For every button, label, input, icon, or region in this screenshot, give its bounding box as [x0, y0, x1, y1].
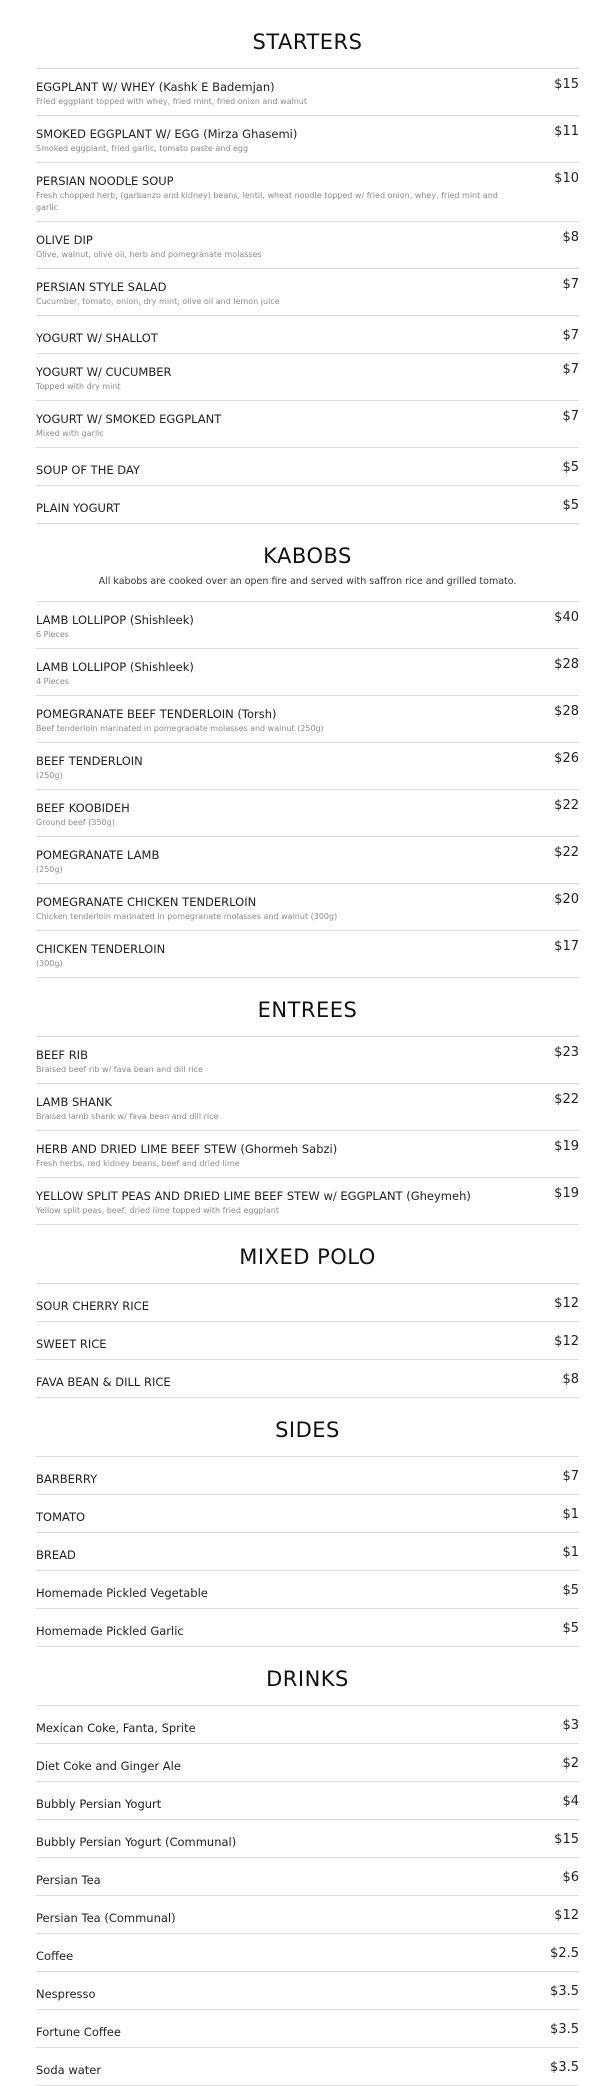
menu-item-name: Mexican Coke, Fanta, Sprite — [36, 1721, 196, 1735]
menu-item — [36, 1744, 579, 1782]
menu-section-drinks — [36, 1665, 579, 2086]
menu-item — [36, 1782, 579, 1820]
menu-item-info — [36, 890, 554, 923]
menu-item-info — [36, 796, 554, 829]
menu-item-name: POMEGRANATE LAMB — [36, 848, 160, 862]
menu-item-info — [36, 937, 554, 970]
menu-item-info — [36, 655, 554, 688]
menu-item-price: $12 — [554, 1908, 579, 1923]
menu-item-price: $5 — [562, 1583, 579, 1598]
menu-item-description: 6 Pieces — [36, 630, 69, 639]
menu-item — [36, 837, 579, 884]
menu-item-name: Persian Tea (Communal) — [36, 1911, 176, 1925]
menu-item-name: FAVA BEAN & DILL RICE — [36, 1375, 171, 1389]
section-title: SIDES — [275, 1418, 340, 1442]
menu-item-price: $6 — [562, 1870, 579, 1885]
menu-item-description: Fried eggplant topped with whey, fried mint, fried onion and walnut — [36, 97, 307, 106]
menu-item-price: $7 — [562, 1469, 579, 1484]
menu-item-name: BEEF RIB — [36, 1048, 88, 1062]
menu-item-description: Fresh chopped herb, (garbanzo and kidney) beans, lentil, wheat noodle topped w/ fried onion, whey, fried mint and garlic — [36, 191, 498, 212]
section-note: All kabobs are cooked over an open fire and served with saffron rice and grilled tomato. — [98, 576, 517, 587]
menu-item-description: Fresh herbs, red kidney beans, beef and dried lime — [36, 1159, 240, 1168]
menu-section-entrees — [36, 996, 579, 1225]
menu-item-price: $15 — [554, 77, 579, 92]
menu-item-name: EGGPLANT W/ WHEY (Kashk E Bademjan) — [36, 80, 275, 94]
menu-item — [36, 602, 579, 649]
menu-item — [36, 222, 579, 269]
menu-item-info — [36, 1902, 554, 1926]
menu-page — [36, 0, 579, 2086]
menu-item-description: Chicken tenderloin marinated in pomegranate molasses and walnut (300g) — [36, 912, 338, 921]
menu-item-info — [36, 1366, 562, 1390]
menu-item-description: Yellow split peas, beef, dried lime topped with fried eggplant — [36, 1206, 279, 1215]
menu-item — [36, 1457, 579, 1495]
menu-item-info — [36, 75, 554, 108]
menu-item-name: BARBERRY — [36, 1472, 98, 1486]
menu-item-info — [36, 322, 562, 346]
section-title: ENTREES — [257, 998, 358, 1022]
menu-section-kabobs — [36, 542, 579, 978]
menu-item-info — [36, 1539, 562, 1563]
menu-item — [36, 931, 579, 978]
menu-item-info — [36, 608, 554, 641]
menu-item-info — [36, 1463, 562, 1487]
menu-item-info — [36, 1826, 554, 1850]
menu-item-description: Beef tenderloin marinated in pomegranate molasses and walnut (250g) — [36, 724, 324, 733]
menu-item-name: OLIVE DIP — [36, 233, 93, 247]
menu-item-description: (250g) — [36, 771, 63, 780]
menu-item-info — [36, 749, 554, 782]
section-title: DRINKS — [266, 1667, 349, 1691]
menu-item-price: $7 — [562, 277, 579, 292]
menu-item — [36, 649, 579, 696]
menu-item-price: $7 — [562, 409, 579, 424]
menu-item-list — [36, 601, 579, 978]
menu-item-name: Diet Coke and Ginger Ale — [36, 1759, 181, 1773]
menu-item — [36, 1131, 579, 1178]
menu-item — [36, 1820, 579, 1858]
menu-item-price: $3.5 — [550, 2022, 579, 2037]
menu-item-name: PERSIAN NOODLE SOUP — [36, 174, 174, 188]
menu-item — [36, 1858, 579, 1896]
menu-item-price: $2 — [562, 1756, 579, 1771]
menu-item-name: YELLOW SPLIT PEAS AND DRIED LIME BEEF STEW w/ EGGPLANT (Gheymeh) — [36, 1189, 471, 1203]
menu-item-price: $8 — [562, 230, 579, 245]
menu-item-name: SMOKED EGGPLANT W/ EGG (Mirza Ghasemi) — [36, 127, 298, 141]
menu-item-list — [36, 1456, 579, 1647]
menu-item-name: CHICKEN TENDERLOIN — [36, 942, 166, 956]
menu-item — [36, 316, 579, 354]
menu-item-price: $19 — [554, 1139, 579, 1154]
menu-item-description: Mixed with garlic — [36, 429, 104, 438]
menu-item-info — [36, 2016, 550, 2040]
menu-item-price: $17 — [554, 939, 579, 954]
menu-item — [36, 1360, 579, 1398]
menu-item-price: $5 — [562, 498, 579, 513]
menu-item-info — [36, 454, 562, 478]
menu-item-description: Ground beef (350g) — [36, 818, 115, 827]
menu-item-name: TOMATO — [36, 1510, 86, 1524]
menu-item — [36, 163, 579, 222]
menu-item-name: Fortune Coffee — [36, 2025, 121, 2039]
menu-item-price: $28 — [554, 657, 579, 672]
menu-item — [36, 486, 579, 524]
menu-item-name: Homemade Pickled Vegetable — [36, 1586, 208, 1600]
menu-item-price: $7 — [562, 328, 579, 343]
menu-item-price: $3.5 — [550, 2060, 579, 2075]
menu-section-starters — [36, 28, 579, 524]
menu-item-description: Braised lamb shank w/ fava bean and dill rice — [36, 1112, 219, 1121]
menu-item-price: $26 — [554, 751, 579, 766]
menu-item-name: Bubbly Persian Yogurt — [36, 1797, 162, 1811]
menu-item — [36, 354, 579, 401]
menu-item-price: $12 — [554, 1334, 579, 1349]
menu-item — [36, 790, 579, 837]
menu-item-description: Olive, walnut, olive oil, herb and pomegranate molasses — [36, 250, 262, 259]
menu-item-price: $8 — [562, 1372, 579, 1387]
menu-item-name: LAMB SHANK — [36, 1095, 112, 1109]
menu-item-price: $28 — [554, 704, 579, 719]
menu-item-info — [36, 1750, 562, 1774]
menu-item-price: $12 — [554, 1296, 579, 1311]
menu-item-info — [36, 1184, 554, 1217]
menu-item-info — [36, 228, 562, 261]
menu-item-info — [36, 1788, 562, 1812]
menu-item — [36, 1972, 579, 2010]
menu-item-description: (300g) — [36, 959, 63, 968]
menu-item-description: Cucumber, tomato, onion, dry mint, olive oil and lemon juice — [36, 297, 280, 306]
menu-item — [36, 1322, 579, 1360]
menu-item-list — [36, 1283, 579, 1398]
menu-item-info — [36, 360, 562, 393]
menu-item-price: $7 — [562, 362, 579, 377]
menu-item-info — [36, 1615, 562, 1639]
menu-item-info — [36, 1577, 562, 1601]
menu-item-info — [36, 843, 554, 876]
menu-item-info — [36, 702, 554, 735]
menu-item-name: SOUR CHERRY RICE — [36, 1299, 149, 1313]
menu-item-name: Homemade Pickled Garlic — [36, 1624, 184, 1638]
menu-item-name: LAMB LOLLIPOP (Shishleek) — [36, 613, 194, 627]
menu-item — [36, 1896, 579, 1934]
menu-item-list — [36, 68, 579, 524]
menu-section-mixed-polo — [36, 1243, 579, 1398]
menu-item-price: $22 — [554, 845, 579, 860]
menu-item-info — [36, 1328, 554, 1352]
menu-item-name: BREAD — [36, 1548, 76, 1562]
menu-item-price: $23 — [554, 1045, 579, 1060]
menu-item-name: HERB AND DRIED LIME BEEF STEW (Ghormeh Sabzi) — [36, 1142, 338, 1156]
menu-item-name: POMEGRANATE CHICKEN TENDERLOIN — [36, 895, 257, 909]
menu-item — [36, 1934, 579, 1972]
menu-item-list — [36, 1705, 579, 2086]
menu-item-price: $22 — [554, 798, 579, 813]
menu-item-info — [36, 1501, 562, 1525]
menu-item-info — [36, 1978, 550, 2002]
menu-item-name: Persian Tea — [36, 1873, 101, 1887]
menu-item-info — [36, 1137, 554, 1170]
menu-item-name: LAMB LOLLIPOP (Shishleek) — [36, 660, 194, 674]
menu-item — [36, 1037, 579, 1084]
menu-item-info — [36, 407, 562, 440]
menu-item-name: PLAIN YOGURT — [36, 501, 121, 515]
menu-item — [36, 2010, 579, 2048]
menu-item-price: $2.5 — [550, 1946, 579, 1961]
menu-item-name: Bubbly Persian Yogurt (Communal) — [36, 1835, 237, 1849]
menu-item-description: 4 Pieces — [36, 677, 69, 686]
menu-item-info — [36, 1290, 554, 1314]
menu-item-price: $22 — [554, 1092, 579, 1107]
menu-item — [36, 116, 579, 163]
menu-item-info — [36, 1864, 562, 1888]
menu-item-name: SOUP OF THE DAY — [36, 463, 140, 477]
menu-item-info — [36, 1090, 554, 1123]
menu-item-price: $4 — [562, 1794, 579, 1809]
menu-item — [36, 69, 579, 116]
menu-item-info — [36, 1940, 550, 1964]
menu-item-name: Soda water — [36, 2063, 102, 2077]
menu-item-price: $1 — [562, 1507, 579, 1522]
menu-item-info — [36, 1043, 554, 1076]
section-title: MIXED POLO — [239, 1245, 376, 1269]
menu-item-price: $5 — [562, 1621, 579, 1636]
menu-item — [36, 1284, 579, 1322]
menu-item-price: $3.5 — [550, 1984, 579, 1999]
menu-item — [36, 1178, 579, 1225]
menu-item-info — [36, 275, 562, 308]
section-title: STARTERS — [252, 30, 363, 54]
menu-section-sides — [36, 1416, 579, 1647]
menu-item-name: BEEF TENDERLOIN — [36, 754, 143, 768]
menu-item-price: $3 — [562, 1718, 579, 1733]
menu-item — [36, 743, 579, 790]
menu-item — [36, 1571, 579, 1609]
menu-item-price: $15 — [554, 1832, 579, 1847]
menu-item-description: (250g) — [36, 865, 63, 874]
menu-item-info — [36, 2054, 550, 2078]
menu-item-name: Nespresso — [36, 1987, 96, 2001]
menu-item-description: Braised beef rib w/ fava bean and dill rice — [36, 1065, 203, 1074]
menu-item-list — [36, 1036, 579, 1225]
menu-item — [36, 1495, 579, 1533]
menu-item-name: SWEET RICE — [36, 1337, 107, 1351]
menu-item-info — [36, 492, 562, 516]
menu-item-price: $11 — [554, 124, 579, 139]
menu-item — [36, 1533, 579, 1571]
menu-item-info — [36, 122, 554, 155]
menu-item-name: Coffee — [36, 1949, 74, 1963]
menu-item — [36, 1084, 579, 1131]
menu-item — [36, 448, 579, 486]
section-title: KABOBS — [263, 544, 352, 568]
menu-item-price: $5 — [562, 460, 579, 475]
menu-item-info — [36, 169, 554, 214]
menu-item — [36, 2048, 579, 2086]
menu-item — [36, 1609, 579, 1647]
menu-item-name: PERSIAN STYLE SALAD — [36, 280, 167, 294]
menu-item-description: Topped with dry mint — [36, 382, 121, 391]
menu-item — [36, 401, 579, 448]
menu-item-price: $20 — [554, 892, 579, 907]
menu-item-name: YOGURT W/ SHALLOT — [36, 331, 158, 345]
menu-item-name: YOGURT W/ CUCUMBER — [36, 365, 172, 379]
menu-item — [36, 1706, 579, 1744]
menu-item-name: BEEF KOOBIDEH — [36, 801, 130, 815]
menu-item-name: YOGURT W/ SMOKED EGGPLANT — [36, 412, 222, 426]
menu-item-price: $40 — [554, 610, 579, 625]
menu-item-name: POMEGRANATE BEEF TENDERLOIN (Torsh) — [36, 707, 277, 721]
menu-item-info — [36, 1712, 562, 1736]
menu-item — [36, 269, 579, 316]
menu-item-description: Smoked eggplant, fried garlic, tomato paste and egg — [36, 144, 249, 153]
menu-item-price: $19 — [554, 1186, 579, 1201]
menu-item-price: $10 — [554, 171, 579, 186]
menu-item — [36, 696, 579, 743]
menu-item-price: $1 — [562, 1545, 579, 1560]
menu-item — [36, 884, 579, 931]
